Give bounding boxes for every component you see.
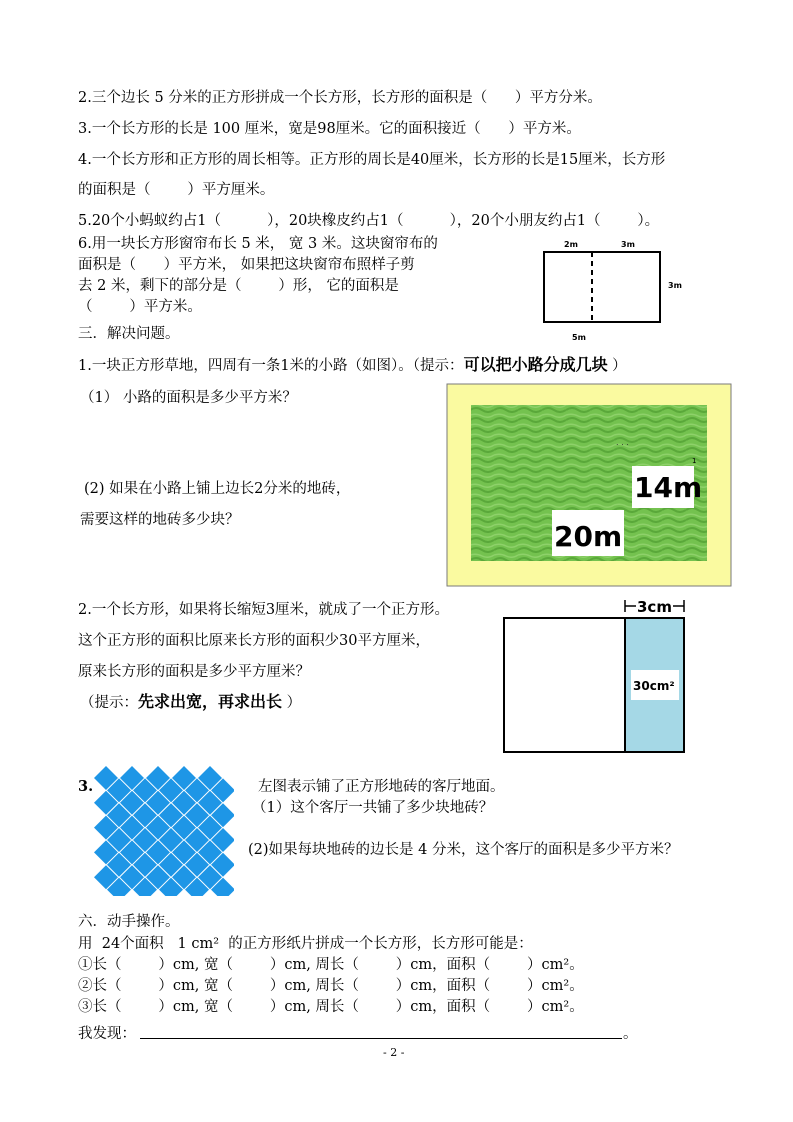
label-3m-side: 3m [668, 281, 682, 290]
curtain-rect [544, 252, 660, 322]
question-6-line3: 去 2 米，剩下的部分是（ ）形， 它的面积是 [78, 278, 399, 294]
problem-3-line2: （1）这个客厅一共铺了多少块地砖？ [252, 800, 494, 816]
question-4-line1: 4.一个长方形和正方形的周长相等。正方形的周长是40厘米，长方形的长是15厘米，长方形 [78, 152, 666, 168]
problem-2-hint: 先求出宽，再求出长 [138, 692, 283, 711]
label-14m: 14m [634, 471, 703, 504]
section-6-row-3: ③长（ ）cm, 宽（ ）cm, 周长（ ）cm，面积（ ）cm²。 [78, 999, 584, 1015]
page-number: - 2 - [383, 1046, 405, 1059]
label-5m: 5m [572, 333, 586, 342]
question-5: 5.20个小蚂蚁约占1（ ），20块橡皮约占1（ ），20个小朋友约占1（ ）。 [78, 213, 660, 229]
problem-3-line1: 左图表示铺了正方形地砖的客厅地面。 [258, 779, 505, 795]
problem-1-hint: 可以把小路分成几块 [463, 355, 608, 374]
tile-floor-diagram [94, 766, 234, 896]
label-20m: 20m [554, 520, 623, 553]
label-30cm2: 30cm² [633, 679, 675, 693]
problem-1-text: 1.一块正方形草地，四周有一条1米的小路（如图）。（提示：可以把小路分成几块 ） [78, 355, 627, 374]
problem-3-line3: (2)如果每块地砖的边长是 4 分米，这个客厅的面积是多少平方米？ [248, 842, 679, 858]
curtain-diagram [530, 236, 690, 346]
problem-2-line2: 这个正方形的面积比原来长方形的面积少30平方厘米， [78, 633, 430, 649]
discovery-end: 。 [623, 1026, 638, 1042]
section-6-row-1: ①长（ ）cm, 宽（ ）cm, 周长（ ）cm，面积（ ）cm²。 [78, 957, 584, 973]
problem-2-hint-line: （提示：先求出宽，再求出长 ） [80, 692, 302, 711]
discovery-line [140, 1038, 622, 1039]
rectangle-diagram [500, 596, 690, 756]
svg-text:1: 1 [692, 457, 697, 465]
section-6-row-2: ②长（ ）cm, 宽（ ）cm, 周长（ ）cm，面积（ ）cm²。 [78, 978, 584, 994]
section-6-title: 六．动手操作。 [78, 914, 180, 930]
question-2: 2.三个边长 5 分米的正方形拼成一个长方形，长方形的面积是（ ）平方分米。 [78, 90, 602, 106]
svg-text:. . .: . . . [616, 438, 629, 447]
question-3: 3.一个长方形的长是 100 厘米，宽是98厘米。它的面积接近（ ）平方米。 [78, 121, 581, 137]
question-6-line2: 面积是（ ）平方米， 如果把这块窗帘布照样子剪 [78, 257, 415, 273]
problem-2-line3: 原来长方形的面积是多少平方厘米？ [78, 664, 310, 680]
section-3-title: 三．解决问题。 [78, 326, 180, 342]
problem-1-sub2-line2: 需要这样的地砖多少块？ [80, 512, 240, 528]
problem-1-sub2-line1: (2) 如果在小路上铺上边长2分米的地砖， [84, 481, 351, 497]
question-6-line4: （ ）平方米。 [78, 299, 202, 315]
discovery-label: 我发现： [78, 1026, 136, 1042]
label-3cm: 3cm [637, 598, 672, 616]
section-6-intro: 用 24个面积 1 cm² 的正方形纸片拼成一个长方形，长方形可能是： [78, 936, 533, 952]
problem-2-line1: 2.一个长方形，如果将长缩短3厘米，就成了一个正方形。 [78, 602, 450, 618]
problem-1-sub1: （1） 小路的面积是多少平方米？ [80, 390, 297, 406]
question-4-line2: 的面积是（ ）平方厘米。 [78, 182, 275, 198]
problem-3-number: 3. [78, 778, 94, 795]
label-2m: 2m [564, 240, 578, 249]
label-3m-top: 3m [621, 240, 635, 249]
question-6-line1: 6.用一块长方形窗帘布长 5 米， 宽 3 米。这块窗帘布的 [78, 236, 438, 252]
lawn-diagram [446, 383, 732, 587]
